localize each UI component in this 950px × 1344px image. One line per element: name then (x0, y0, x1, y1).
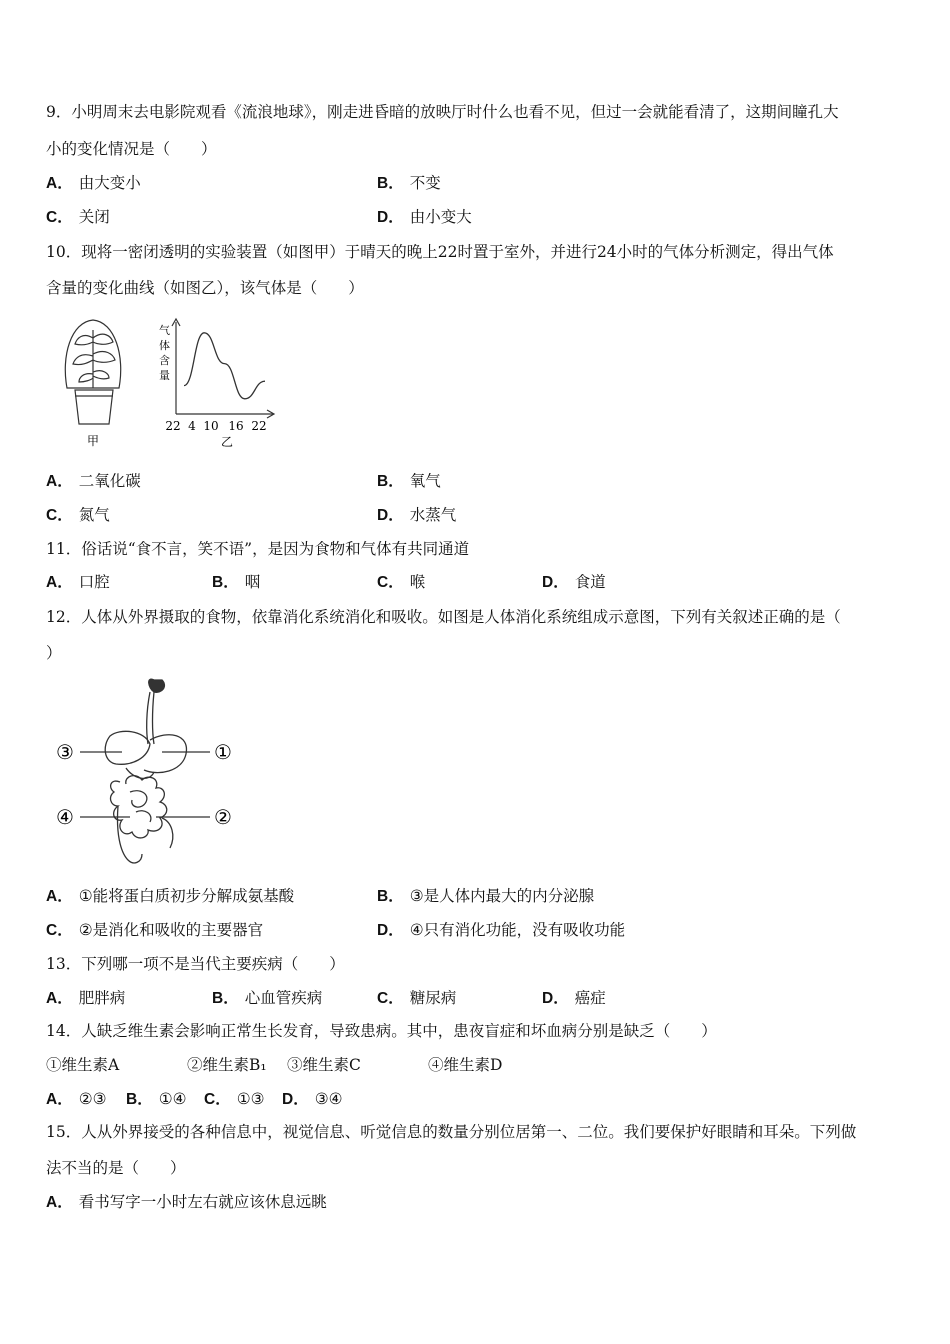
q15-stem-line1: 15．人从外界接受的各种信息中，视觉信息、听觉信息的数量分别位居第一、二位。我们要保护好眼睛和耳朵。下列做 (46, 1123, 857, 1141)
q10-stem-line1: 10．现将一密闭透明的实验装置（如图甲）于晴天的晚上22时置于室外，并进行24小时的气体分析测定，得出气体 (46, 243, 834, 261)
q14-stem: 14．人缺乏维生素会影响正常生长发育，导致患病。其中，患夜盲症和坏血病分别是缺乏（ ） (46, 1022, 717, 1040)
label-2: ② (214, 805, 232, 829)
q14-item-4: ④维生素D (428, 1056, 503, 1074)
label-4: ④ (56, 805, 74, 829)
gas-content-curve (184, 333, 265, 399)
q13-option-a[interactable]: A． 肥胖病 (46, 989, 126, 1007)
q10-stem-line2: 含量的变化曲线（如图乙），该气体是（ ） (46, 279, 364, 297)
q13-option-c[interactable]: C． 糖尿病 (377, 989, 457, 1007)
q12-option-d[interactable]: D． ④只有消化功能，没有吸收功能 (377, 921, 626, 939)
q10-option-c[interactable]: C． 氮气 (46, 506, 110, 524)
q10-option-b[interactable]: B． 氧气 (377, 472, 441, 490)
q12-option-a[interactable]: A． ①能将蛋白质初步分解成氨基酸 (46, 887, 295, 905)
q14-option-a[interactable]: A． ②③ (46, 1090, 107, 1108)
q10-option-a[interactable]: A． 二氧化碳 (46, 472, 141, 490)
q9-option-b[interactable]: B． 不变 (377, 174, 441, 192)
q14-item-1: ①维生素A (46, 1056, 120, 1074)
ylabel-char-2: 体 (159, 339, 170, 352)
plant-bell-jar-illustration (65, 320, 120, 424)
q10-option-d[interactable]: D． 水蒸气 (377, 506, 457, 524)
q9-option-c[interactable]: C． 关闭 (46, 208, 110, 226)
q15-stem-line2: 法不当的是（ ） (46, 1159, 186, 1177)
ylabel-char-1: 气 (159, 324, 170, 337)
figure-label-jia: 甲 (87, 434, 100, 448)
label-lines (80, 752, 210, 817)
figure-label-yi: 乙 (221, 435, 234, 449)
q9-stem-line2: 小的变化情况是（ ） (46, 140, 217, 158)
q11-option-a[interactable]: A． 口腔 (46, 573, 110, 591)
q13-option-d[interactable]: D． 癌症 (542, 989, 606, 1007)
q12-digestive-system-figure (50, 672, 250, 872)
q11-option-c[interactable]: C． 喉 (377, 573, 426, 591)
label-1: ① (214, 740, 232, 764)
q9-option-d[interactable]: D． 由小变大 (377, 208, 472, 226)
label-3: ③ (56, 740, 74, 764)
x-tick-16: 16 (228, 419, 244, 433)
x-tick-22-start: 22 (165, 419, 181, 433)
q13-option-b[interactable]: B． 心血管疾病 (212, 989, 323, 1007)
q15-option-a[interactable]: A． 看书写字一小时左右就应该休息远眺 (46, 1193, 327, 1211)
x-tick-10: 10 (203, 419, 219, 433)
q12-option-b[interactable]: B． ③是人体内最大的内分泌腺 (377, 887, 595, 905)
x-tick-22-end: 22 (251, 419, 267, 433)
q11-option-b[interactable]: B． 咽 (212, 573, 261, 591)
gas-content-chart (159, 319, 274, 449)
q14-item-2: ②维生素B₁ (187, 1056, 267, 1074)
q14-option-c[interactable]: C． ①③ (204, 1090, 265, 1108)
q11-option-d[interactable]: D． 食道 (542, 573, 606, 591)
q9-stem-line1: 9．小明周末去电影院观看《流浪地球》，刚走进昏暗的放映厅时什么也看不见，但过一会就能看清了，这期间瞳孔大 (46, 103, 839, 121)
q12-stem-line1: 12．人体从外界摄取的食物，依靠消化系统消化和吸收。如图是人体消化系统组成示意图，下列有关叙述正确的是（ (46, 608, 841, 626)
q12-stem-line2: ） (46, 644, 62, 662)
q14-option-d[interactable]: D． ③④ (282, 1090, 343, 1108)
q10-figure (55, 316, 280, 456)
digestive-system-illustration (105, 679, 186, 863)
q14-item-3: ③维生素C (287, 1056, 361, 1074)
ylabel-char-4: 量 (159, 369, 170, 382)
q9-option-a[interactable]: A． 由大变小 (46, 174, 141, 192)
q14-option-b[interactable]: B． ①④ (126, 1090, 187, 1108)
q11-stem: 11．俗话说“食不言，笑不语”，是因为食物和气体有共同通道 (46, 540, 470, 558)
x-tick-4: 4 (188, 419, 196, 433)
q12-option-c[interactable]: C． ②是消化和吸收的主要器官 (46, 921, 264, 939)
ylabel-char-3: 含 (159, 354, 170, 367)
q13-stem: 13．下列哪一项不是当代主要疾病（ ） (46, 955, 345, 973)
